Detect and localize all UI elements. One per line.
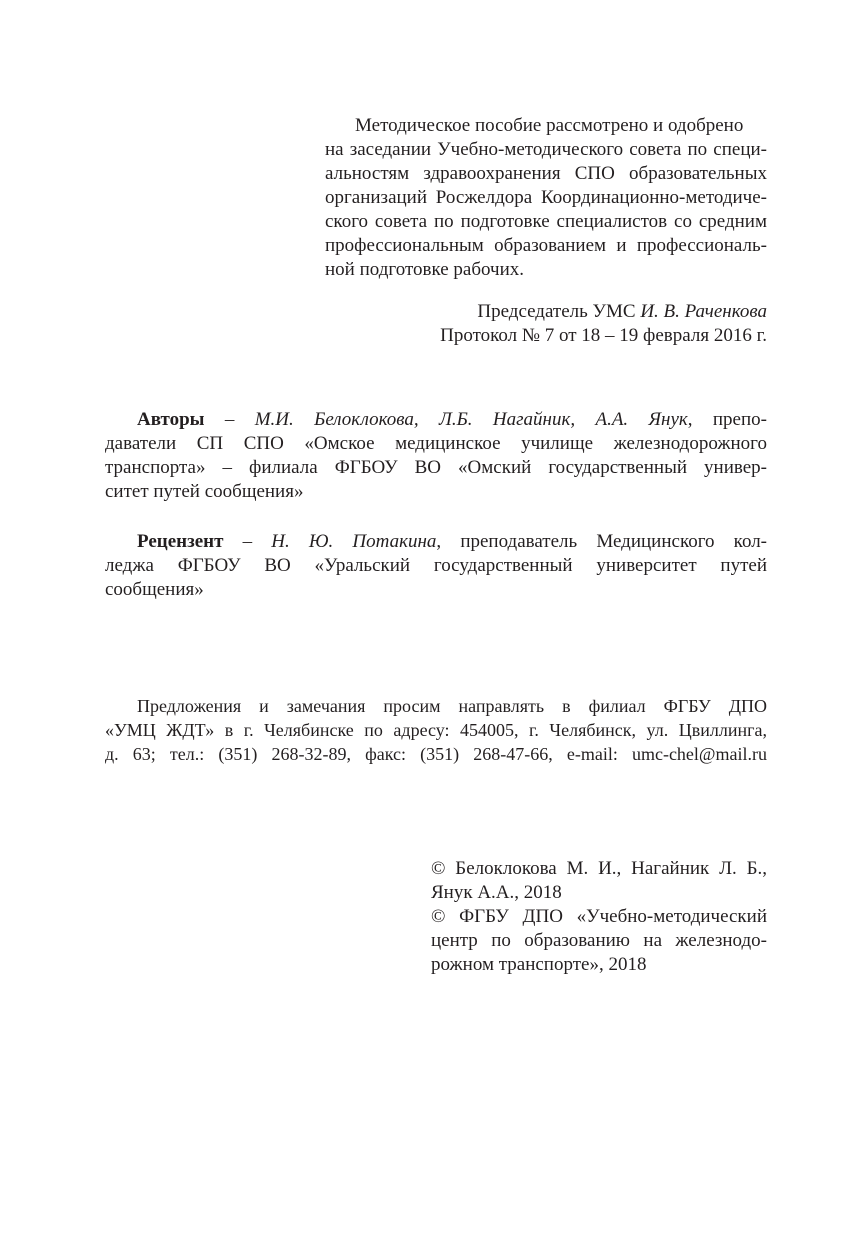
- copyright-line-2: Янук А.А., 2018: [431, 882, 562, 903]
- authors-label: Авторы: [137, 409, 205, 430]
- contacts-line-3: д. 63; тел.: (351) 268-32-89, факс: (351) 268-47-66, e-mail: umc-chel@mail.ru: [105, 744, 767, 764]
- copyright-line-3: © ФГБУ ДПО «Учебно-методический: [431, 906, 767, 927]
- copyright-line-4: центр по образованию на железнодо-: [431, 930, 767, 951]
- chairman-name: И. В. Раченкова: [640, 301, 767, 322]
- approval-line-3: альностям здравоохранения СПО образовательных: [325, 163, 767, 184]
- contacts-line-1: Предложения и замечания просим направлять в филиал ФГБУ ДПО: [137, 696, 767, 716]
- authors-line-3: транспорта» – филиала ФГБОУ ВО «Омский государственный универ-: [105, 457, 767, 478]
- approval-line-7: ной подготовке рабочих.: [325, 259, 524, 280]
- reviewer-name: Н. Ю. Потакина: [271, 531, 437, 552]
- copyright-line-1: © Белоклокова М. И., Нагайник Л. Б.,: [431, 858, 767, 879]
- approval-line-2: на заседании Учебно-методического совета по специ-: [325, 139, 767, 160]
- copyright-line-5: рожном транспорте», 2018: [431, 954, 647, 975]
- authors-names: М.И. Белоклокова, Л.Б. Нагайник, А.А. Янук: [254, 409, 688, 430]
- chairman-label: Председатель УМС: [477, 301, 636, 322]
- reviewer-line-1: [137, 530, 767, 554]
- approval-line-5: ского совета по подготовке специалистов со средним: [325, 211, 767, 232]
- authors-line-1-rest: , препо-: [687, 409, 767, 430]
- contacts-line-2: «УМЦ ЖДТ» в г. Челябинске по адресу: 454005, г. Челябинск, ул. Цвиллинга,: [105, 720, 767, 740]
- authors-line-1: [137, 408, 767, 432]
- approval-line-1: Методическое пособие рассмотрено и одобрено: [355, 115, 744, 136]
- reviewer-line-2: леджа ФГБОУ ВО «Уральский государственный университет путей: [105, 555, 767, 576]
- protocol-line: Протокол № 7 от 18 – 19 февраля 2016 г.: [440, 325, 767, 346]
- reviewer-line-1-rest: , преподаватель Медицинского кол-: [436, 531, 768, 552]
- authors-line-2: даватели СП СПО «Омское медицинское училище железнодорожного: [105, 433, 767, 454]
- reviewer-line-3: сообщения»: [105, 579, 204, 600]
- approval-line-4: организаций Росжелдора Координационно-методиче-: [325, 187, 767, 208]
- authors-line-4: ситет путей сообщения»: [105, 481, 304, 502]
- authors-dash: –: [204, 409, 255, 430]
- reviewer-dash: –: [223, 531, 272, 552]
- approval-line-6: профессиональным образованием и профессиональ-: [325, 235, 767, 256]
- chairman-line: [325, 300, 767, 324]
- reviewer-label: Рецензент: [137, 531, 224, 552]
